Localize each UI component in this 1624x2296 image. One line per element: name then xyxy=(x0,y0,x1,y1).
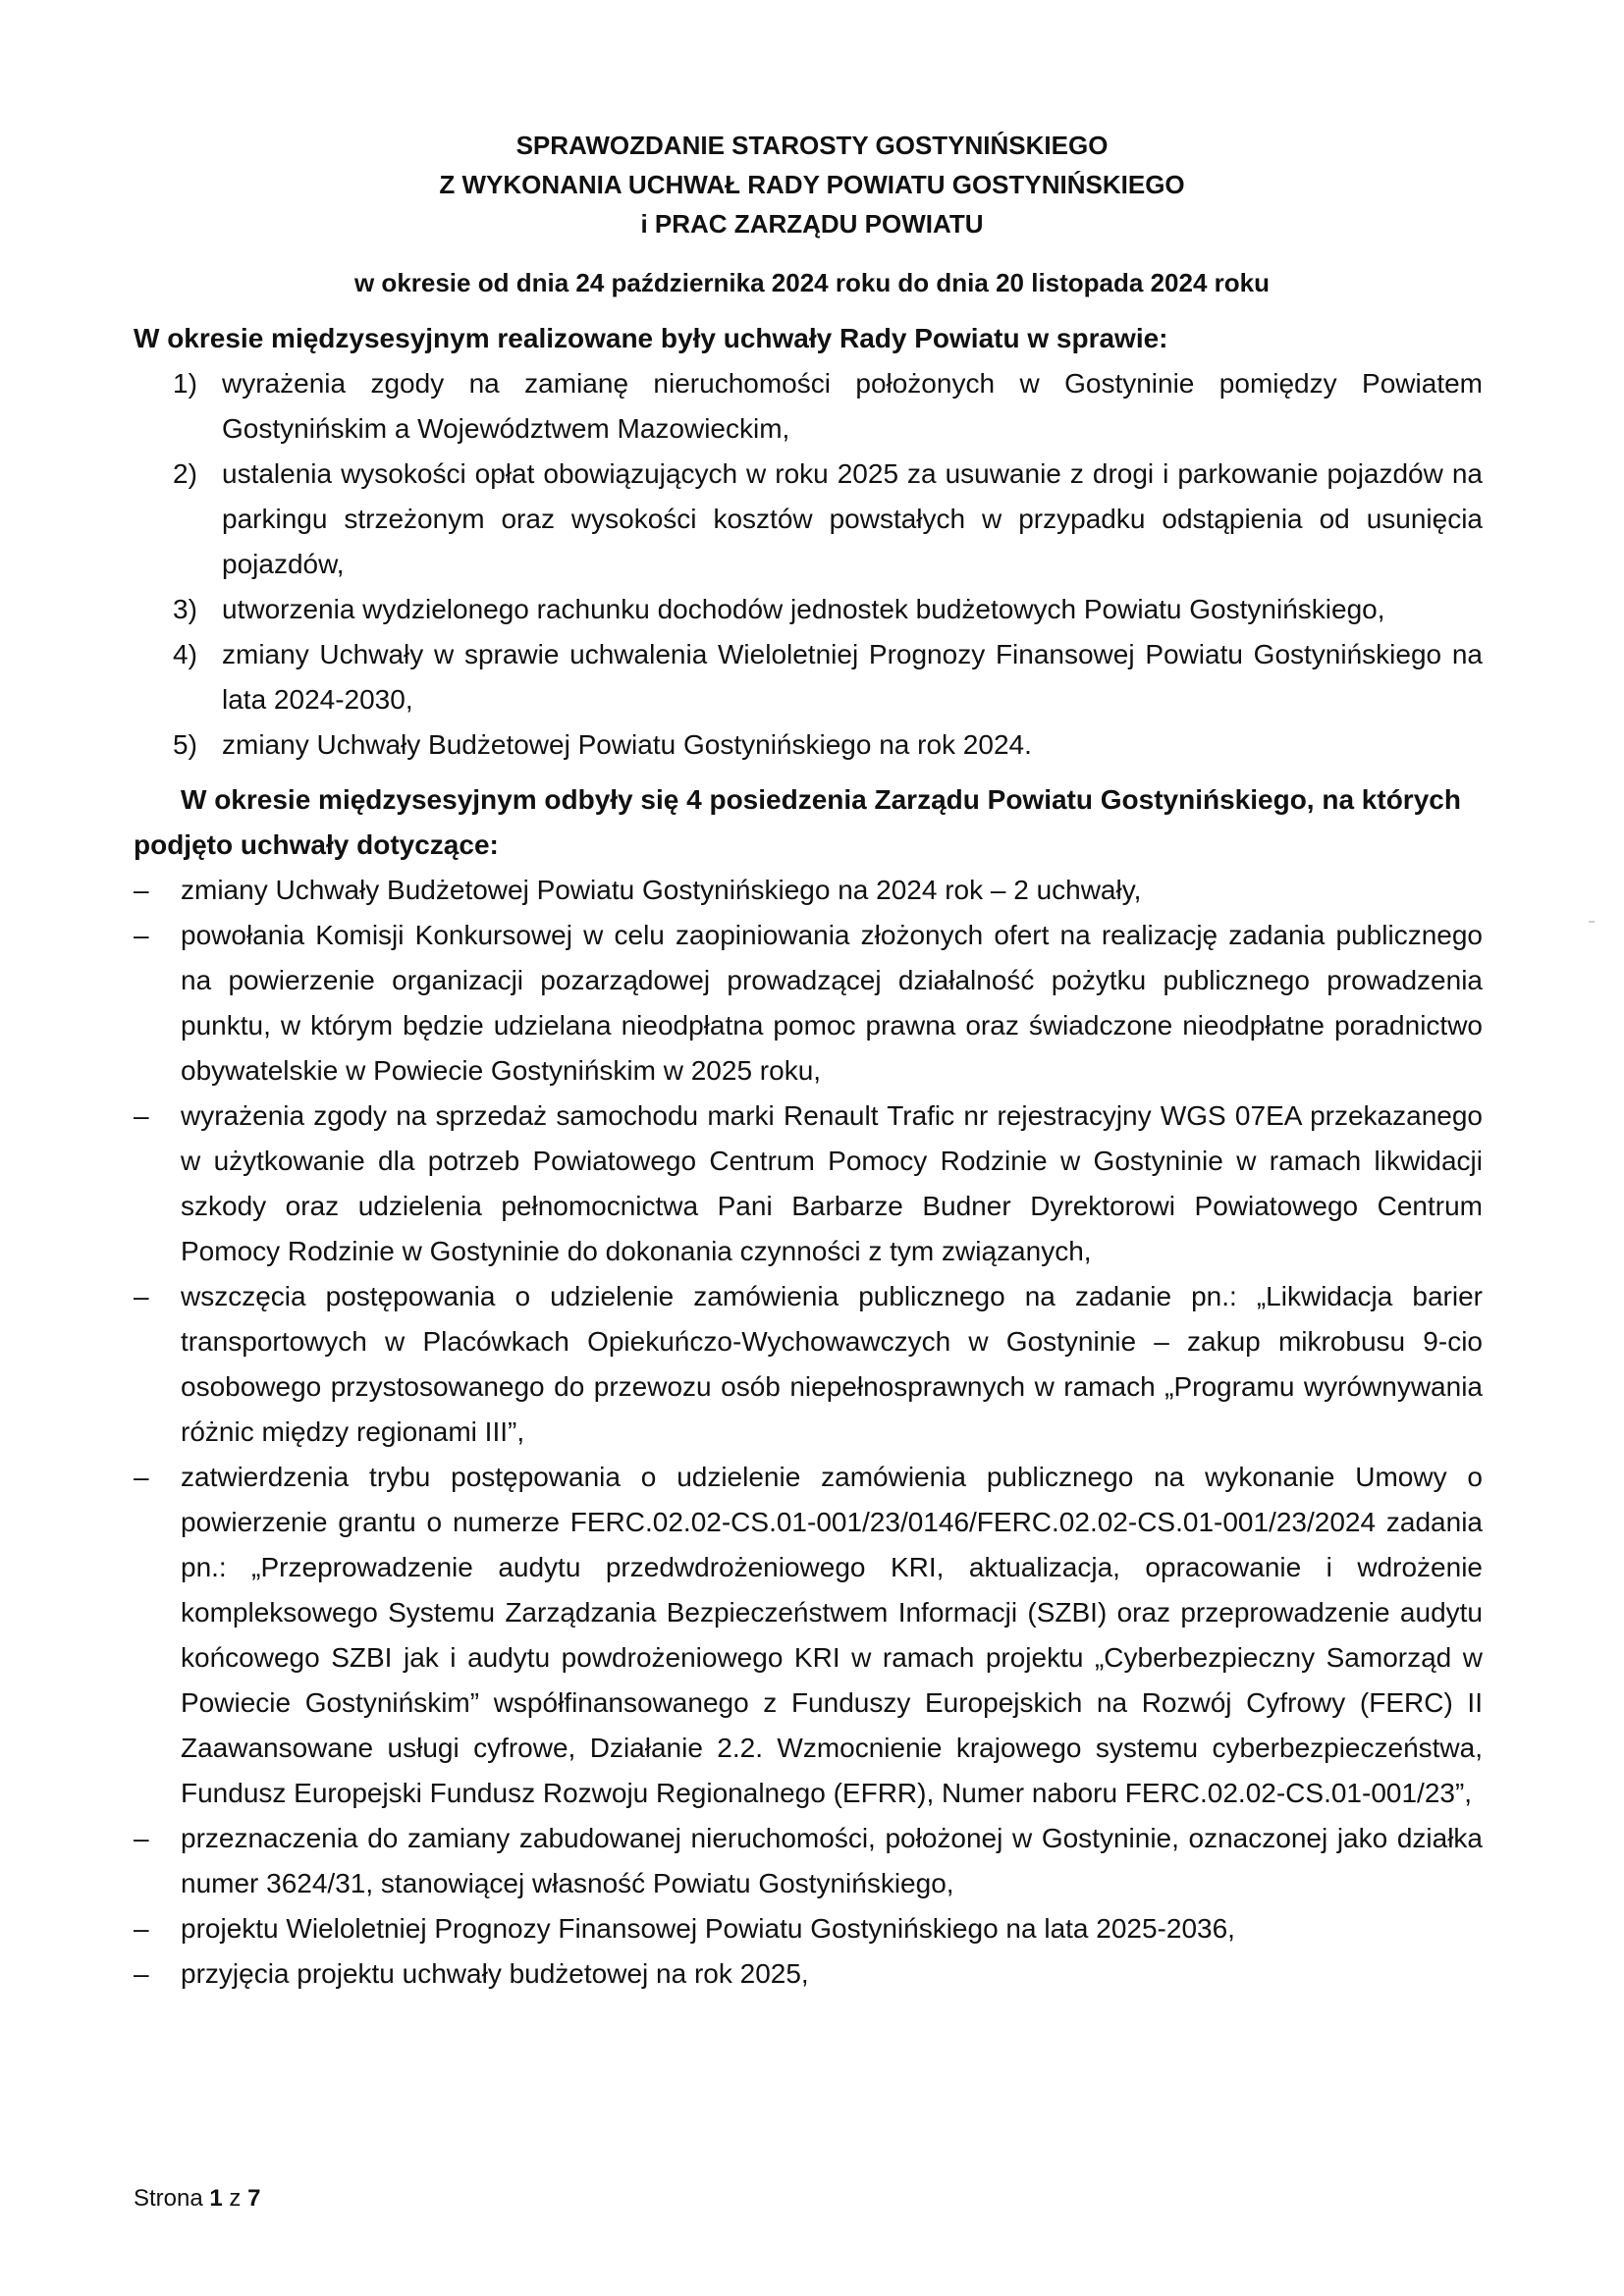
board-resolutions-list xyxy=(134,868,1483,1997)
list-item xyxy=(134,913,1483,1094)
list-item-text: zatwierdzenia trybu postępowania o udzielenie zamówienia publicznego na wykonanie Umowy o powierzenie grantu o numerze FERC.02.02-CS.01-001/23/0146/FERC.02.02-CS.01-001/23/2024 zadania pn.: „Przeprowadzenie audytu przedwdrożeniowego KRI, aktualizacja, opracowanie i wdrożenie kompleksowego Systemu Zarządzania Bezpieczeństwem Informacji (SZBI) oraz przeprowadzenie audytu końcowego SZBI jak i audytu powdrożeniowego KRI w ramach projektu „Cyberbezpieczny Samorząd w Powiecie Gostynińskim” współfinansowanego z Funduszy Europejskich na Rozwój Cyfrowy (FERC) II Zaawansowane usługi cyfrowe, Działanie 2.2. Wzmocnienie krajowego systemu cyberbezpieczeństwa, Fundusz Europejski Fundusz Rozwoju Regionalnego (EFRR), Numer naboru FERC.02.02-CS.01-001/23”, xyxy=(181,1462,1483,1808)
document-body xyxy=(134,316,1483,1997)
list-item xyxy=(134,1094,1483,1274)
dash-bullet: – xyxy=(134,1913,149,1944)
list-item xyxy=(134,1816,1483,1906)
council-intro: W okresie międzysesyjnym realizowane były uchwały Rady Powiatu w sprawie: xyxy=(134,323,1168,353)
title-line-2: Z WYKONANIA UCHWAŁ RADY POWIATU GOSTYNIŃSKIEGO xyxy=(439,170,1185,199)
dash-bullet: – xyxy=(134,1281,149,1311)
title-line-3: i PRAC ZARZĄDU POWIATU xyxy=(640,209,984,239)
list-item-text: wyrażenia zgody na sprzedaż samochodu marki Renault Trafic nr rejestracyjny WGS 07EA przekazanego w użytkowanie dla potrzeb Powiatowego Centrum Pomocy Rodzinie w Gostyninie w ramach likwidacji szkody oraz udzielenia pełnomocnictwa Pani Barbarze Budner Dyrektorowi Powiatowego Centrum Pomocy Rodzinie w Gostyninie do dokonania czynności z tym związanych, xyxy=(181,1100,1483,1266)
list-item-text: zmiany Uchwały w sprawie uchwalenia Wieloletniej Prognozy Finansowej Powiatu Gostynińskiego na lata 2024-2030, xyxy=(222,639,1483,715)
list-item-text: utworzenia wydzielonego rachunku dochodów jednostek budżetowych Powiatu Gostynińskiego, xyxy=(222,594,1385,624)
page-label: Strona xyxy=(134,2185,203,2212)
list-number: 1) xyxy=(173,368,197,399)
dash-bullet: – xyxy=(134,1462,149,1492)
list-number: 5) xyxy=(173,729,197,760)
list-item xyxy=(134,868,1483,913)
list-item xyxy=(134,722,1483,768)
list-number: 3) xyxy=(173,594,197,624)
list-item-text: zmiany Uchwały Budżetowej Powiatu Gostynińskiego na 2024 rok – 2 uchwały, xyxy=(181,875,1142,905)
council-resolutions-list xyxy=(134,361,1483,768)
list-number: 2) xyxy=(173,458,197,489)
list-item xyxy=(134,1455,1483,1816)
dash-bullet: – xyxy=(134,1958,149,1989)
total-pages-number: 7 xyxy=(247,2185,261,2212)
reporting-period: w okresie od dnia 24 października 2024 roku do dnia 20 listopada 2024 roku xyxy=(353,268,1270,297)
list-item xyxy=(134,1906,1483,1951)
board-intro: W okresie międzysesyjnym odbyły się 4 posiedzenia Zarządu Powiatu Gostynińskiego, na których podjęto uchwały dotyczące: xyxy=(134,784,1461,860)
list-item-text: projektu Wieloletniej Prognozy Finansowej Powiatu Gostynińskiego na lata 2025-2036, xyxy=(181,1913,1235,1944)
list-item xyxy=(134,632,1483,722)
list-item xyxy=(134,1274,1483,1455)
page-number-footer xyxy=(134,2185,260,2213)
list-item-text: wyrażenia zgody na zamianę nieruchomości położonych w Gostyninie pomiędzy Powiatem Gostynińskim a Województwem Mazowieckim, xyxy=(222,368,1483,444)
dash-bullet: – xyxy=(134,920,149,950)
list-item xyxy=(134,587,1483,632)
title-line-1: SPRAWOZDANIE STAROSTY GOSTYNIŃSKIEGO xyxy=(515,131,1109,160)
list-number: 4) xyxy=(173,639,197,669)
list-item-text: powołania Komisji Konkursowej w celu zaopiniowania złożonych ofert na realizację zadania publicznego na powierzenie organizacji pozarządowej prowadzącej działalność pożytku publicznego prowadzenia punktu, w którym będzie udzielana nieodpłatna pomoc prawna oraz świadczone nieodpłatne poradnictwo obywatelskie w Powiecie Gostynińskim w 2025 roku, xyxy=(181,920,1483,1086)
list-item-text: zmiany Uchwały Budżetowej Powiatu Gostynińskiego na rok 2024. xyxy=(222,729,1032,760)
list-item-text: ustalenia wysokości opłat obowiązujących w roku 2025 za usuwanie z drogi i parkowanie pojazdów na parkingu strzeżonym oraz wysokości kosztów powstałych w przypadku odstąpienia od usunięcia pojazdów, xyxy=(222,458,1483,579)
list-item xyxy=(134,361,1483,452)
list-item-text: przyjęcia projektu uchwały budżetowej na rok 2025, xyxy=(181,1958,809,1989)
dash-bullet: – xyxy=(134,875,149,905)
document-title xyxy=(0,126,1624,243)
list-item-text: wszczęcia postępowania o udzielenie zamówienia publicznego na zadanie pn.: „Likwidacja barier transportowych w Placówkach Opiekuńczo-Wychowawczych w Gostyninie – zakup mikrobusu 9-cio osobowego przystosowanego do przewozu osób niepełnosprawnych w ramach „Programu wyrównywania różnic między regionami III”, xyxy=(181,1281,1483,1447)
dash-bullet: – xyxy=(134,1100,149,1131)
list-item xyxy=(134,452,1483,587)
current-page-number: 1 xyxy=(209,2185,223,2212)
list-item-text: przeznaczenia do zamiany zabudowanej nieruchomości, położonej w Gostyninie, oznaczonej jako działka numer 3624/31, stanowiącej własność Powiatu Gostynińskiego, xyxy=(181,1823,1483,1898)
list-item xyxy=(134,1951,1483,1997)
dash-bullet: – xyxy=(134,1823,149,1853)
scan-artifact xyxy=(1589,921,1595,923)
page-separator: z xyxy=(229,2185,242,2212)
